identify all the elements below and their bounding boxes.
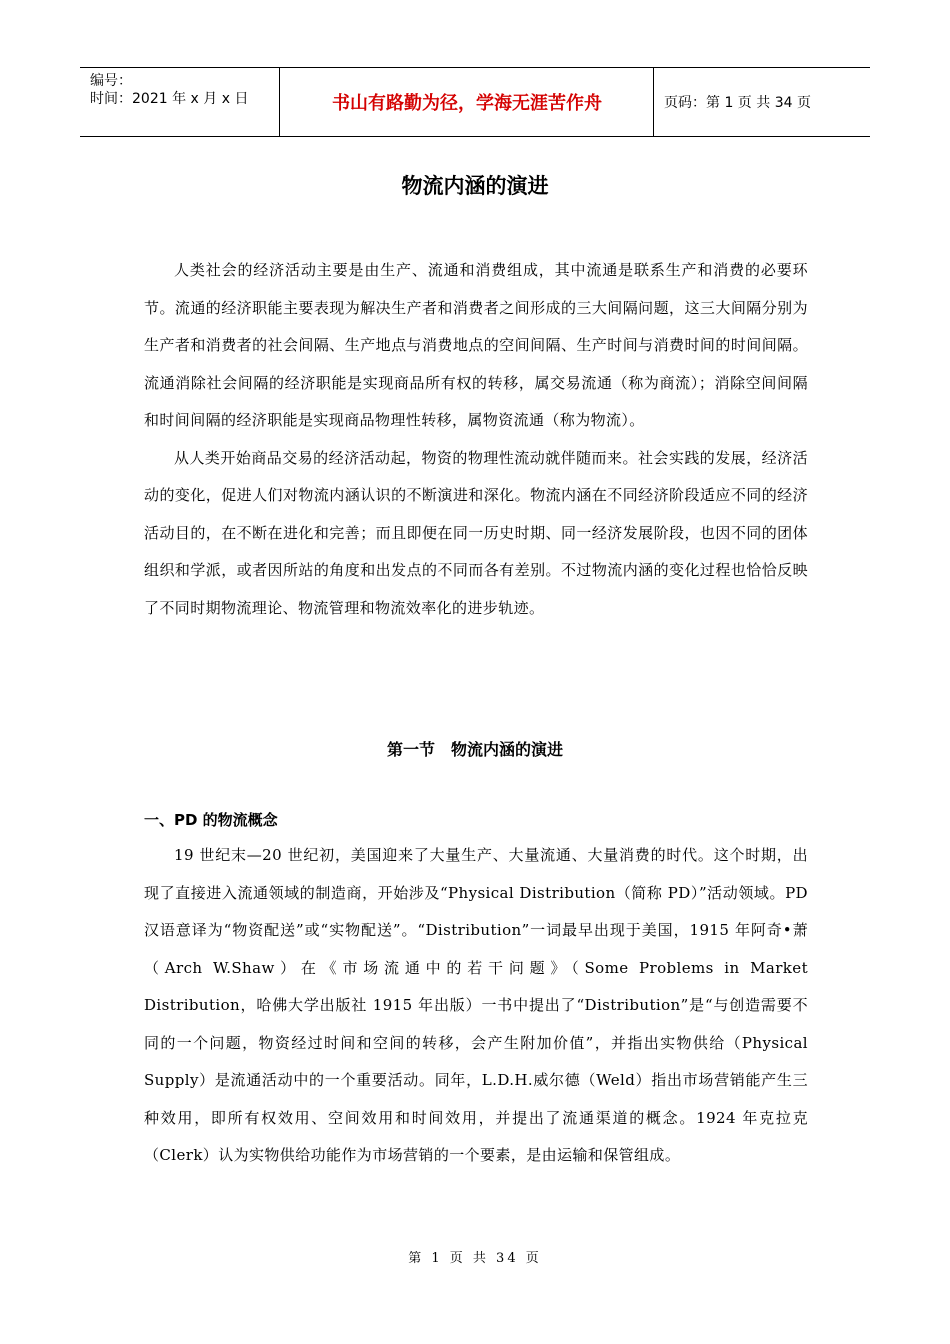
page-footer: 第 1 页 共 34 页 bbox=[408, 1251, 542, 1266]
number-label: 编号： bbox=[90, 73, 132, 89]
page-info: 页码：第 1 页 共 34 页 bbox=[664, 95, 811, 111]
header-meta-cell bbox=[80, 68, 280, 136]
intro-paragraph-1: 人类社会的经济活动主要是由生产、流通和消费组成，其中流通是联系生产和消费的必要环节。流通的经济职能主要表现为解决生产者和消费者之间形成的三大间隔问题，这三大间隔分别为生产者和消费者的社会间隔、生产地点与消费地点的空间间隔、生产时间与消费时间的时间间隔。流通消除社会间隔的经济职能是实现商品所有权的转移，属交易流通（称为商流）；消除空间间隔和时间间隔的经济职能是实现商品物理性转移，属物资流通（称为物流）。 bbox=[144, 261, 808, 429]
motto: 书山有路勤为径，学海无涯苦作舟 bbox=[281, 68, 654, 136]
section-title: 第一节 物流内涵的演进 bbox=[386, 740, 563, 759]
intro-section bbox=[144, 252, 808, 627]
body-section bbox=[144, 837, 808, 1175]
body-paragraph-1: 19 世纪末—20 世纪初，美国迎来了大量生产、大量流通、大量消费的时代。这个时期，出现了直接进入流通领域的制造商，开始涉及“Physical Distribution（简称 PD）”活动领域。PD 汉语意译为“物资配送”或“实物配送”。“Distribution”一词最早出现于美国，1915 年阿奇•萧（Arch W.Shaw）在《市场流通中的若干问题》（Some Problems in Market Distribution，哈佛大学出版社 1915 年出版）一书中提出了“Distribution”是“与创造需要不同的一个问题，物资经过时间和空间的转移，会产生附加价值”，并指出实物供给（Physical Supply）是流通活动中的一个重要活动。同年，L.D.H.威尔德（Weld）指出市场营销能产生三种效用，即所有权效用、空间效用和时间效用，并提出了流通渠道的概念。1924 年克拉克（Clerk）认为实物供给功能作为市场营销的一个要素，是由运输和保管组成。 bbox=[144, 846, 808, 1164]
intro-paragraph-2: 从人类开始商品交易的经济活动起，物资的物理性流动就伴随而来。社会实践的发展，经济活动的变化，促进人们对物流内涵认识的不断演进和深化。物流内涵在不同经济阶段适应不同的经济活动目的，在不断在进化和完善；而且即便在同一历史时期、同一经济发展阶段，也因不同的团体组织和学派，或者因所站的角度和出发点的不同而各有差别。不过物流内涵的变化过程也恰恰反映了不同时期物流理论、物流管理和物流效率化的进步轨迹。 bbox=[144, 448, 808, 617]
date-label: 时间：2021 年 x 月 x 日 bbox=[90, 91, 249, 107]
document-title: 物流内涵的演进 bbox=[401, 174, 549, 198]
subsection-title: 一、PD 的物流概念 bbox=[144, 811, 278, 829]
header-table bbox=[80, 67, 870, 137]
